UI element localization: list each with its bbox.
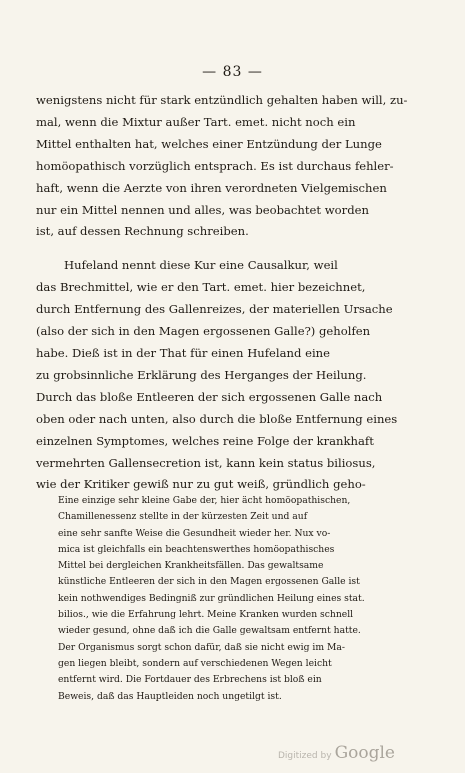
google-logo: Google bbox=[334, 743, 395, 763]
text-line: vermehrten Gallensecretion ist, kann kein status biliosus, bbox=[36, 455, 376, 470]
text-line: nur ein Mittel nennen und alles, was beobachtet worden bbox=[36, 202, 369, 217]
text-line: zu grobsinnliche Erklärung des Herganges der Heilung. bbox=[36, 367, 367, 382]
text-line: das Brechmittel, wie er den Tart. emet. hier bezeichnet, bbox=[36, 280, 366, 295]
footnote-line: wieder gesund, ohne daß ich die Galle gewaltsam entfernt hatte. bbox=[58, 625, 361, 637]
footnote-line: gen liegen bleibt, sondern auf verschiedenen Wegen leicht bbox=[58, 657, 332, 669]
text-line: habe. Dieß ist in der That für einen Hufeland eine bbox=[36, 345, 331, 360]
digitized-watermark bbox=[278, 743, 395, 763]
text-line: ist, auf dessen Rechnung schreiben. bbox=[36, 224, 249, 239]
text-line: Durch das bloße Entleeren der sich ergossenen Galle nach bbox=[36, 389, 383, 404]
text-line: Mittel enthalten hat, welches einer Entzündung der Lunge bbox=[36, 136, 382, 151]
footnote-line: entfernt wird. Die Fortdauer des Erbrechens ist bloß ein bbox=[58, 674, 322, 686]
text-line: oben oder nach unten, also durch die bloße Entfernung eines bbox=[36, 411, 398, 426]
paragraph-hufeland bbox=[36, 255, 434, 496]
footnote-line: Eine einzige sehr kleine Gabe der, hier ächt homöopathischen, bbox=[58, 495, 351, 506]
footnote-line: bilios., wie die Erfahrung lehrt. Meine Kranken wurden schnell bbox=[58, 609, 354, 621]
text-line: (also der sich in den Magen ergossenen Galle?) geholfen bbox=[36, 324, 371, 339]
paragraph-continuation bbox=[36, 90, 434, 243]
main-text bbox=[36, 90, 434, 496]
footnote-line: künstliche Entleeren der sich in den Magen ergossenen Galle ist bbox=[58, 576, 360, 588]
text-line: haft, wenn die Aerzte von ihren verordneten Vielgemischen bbox=[36, 180, 387, 195]
text-line: homöopathisch vorzüglich entsprach. Es ist durchaus fehler- bbox=[36, 158, 394, 173]
text-line: wenigstens nicht für stark entzündlich gehalten haben will, zu- bbox=[36, 93, 408, 107]
text-line: Hufeland nennt diese Kur eine Causalkur, weil bbox=[64, 258, 338, 273]
footnote-line: Beweis, daß das Hauptleiden noch ungetilgt ist. bbox=[58, 690, 282, 702]
footnote bbox=[58, 493, 424, 705]
footnote-line: Der Organismus sorgt schon dafür, daß sie nicht ewig im Ma- bbox=[58, 641, 345, 653]
text-line: mal, wenn die Mixtur außer Tart. emet. nicht noch ein bbox=[36, 114, 356, 129]
footnote-line: eine sehr sanfte Weise die Gesundheit wieder her. Nux vo- bbox=[58, 527, 331, 539]
footnote-line: mica ist gleichfalls ein beachtenswerthes homöopathisches bbox=[58, 543, 335, 555]
footnote-line: Chamillenessenz stellte in der kürzesten Zeit und auf bbox=[58, 511, 308, 523]
text-line: einzelnen Symptomes, welches reine Folge der krankhaft bbox=[36, 433, 374, 448]
footnote-line: kein nothwendiges Bedingniß zur gründlichen Heilung eines stat. bbox=[58, 592, 365, 604]
text-line: durch Entfernung des Gallenreizes, der materiellen Ursache bbox=[36, 302, 393, 317]
text-line: wie der Kritiker gewiß nur zu gut weiß, gründlich geho- bbox=[36, 477, 366, 492]
footnote-line: Mittel bei dergleichen Krankheitsfällen. Das gewaltsame bbox=[58, 560, 324, 572]
page-number: — 83 — bbox=[202, 64, 263, 80]
watermark-prefix: Digitized by bbox=[278, 751, 332, 761]
